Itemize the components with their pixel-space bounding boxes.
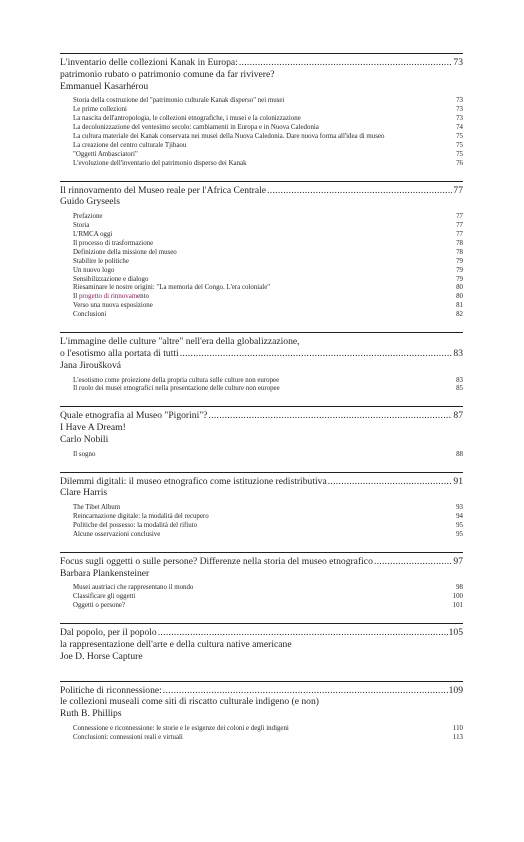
chapter-page: 97	[453, 555, 463, 567]
leader-dots	[328, 476, 453, 488]
section-entry[interactable]: Storia 77	[73, 222, 463, 230]
section-entry[interactable]: Le prime collezioni 73	[73, 106, 463, 114]
section-list	[60, 725, 463, 743]
section-entry[interactable]: La creazione del centro culturale Tjibaou 75	[73, 141, 463, 149]
section-entry[interactable]: L'esotismo come proiezione della propria cultura sulle culture non europee 83	[73, 376, 463, 384]
toc-chapter	[60, 53, 463, 169]
section-entry[interactable]: Stabilire le politiche 79	[73, 257, 463, 265]
chapter-subtitle: I Have A Dream!	[60, 422, 126, 434]
section-entry[interactable]: Prefazione 77	[73, 213, 463, 221]
chapter-title-line[interactable]	[60, 185, 463, 197]
section-list	[60, 97, 463, 168]
chapter-page: 105	[448, 627, 463, 639]
chapter-author: Joe D. Horse Capture	[60, 650, 143, 662]
section-entry[interactable]: L'evoluzione dell'inventario del patrimonio disperso dei Kanak 76	[73, 159, 463, 167]
leader-dots	[267, 185, 452, 197]
toc-chapter	[60, 681, 463, 743]
section-entry[interactable]: Conclusioni: connessioni reali e virtuali 113	[73, 733, 463, 741]
chapter-subtitle: le collezioni museali come siti di riscatto culturale indigeno (e non)	[60, 696, 319, 708]
chapter-page: 87	[453, 410, 463, 422]
toc-chapter	[60, 406, 463, 459]
section-entry[interactable]: Oggetti o persone? 101	[73, 602, 463, 610]
section-list	[60, 451, 463, 460]
chapter-title: Dilemmi digitali: il museo etnografico come istituzione redistributiva	[60, 475, 327, 487]
table-of-contents	[60, 53, 463, 755]
highlighted-text: progetto di rinnovam	[78, 293, 138, 301]
chapter-title-line[interactable]	[60, 476, 463, 488]
section-entry[interactable]: Verso una nuova esposizione 81	[73, 302, 463, 310]
section-entry[interactable]: Alcune osservazioni conclusive 95	[73, 530, 463, 538]
toc-chapter	[60, 623, 463, 662]
chapter-title-line[interactable]	[60, 57, 463, 69]
chapter-title: Politiche di riconnessione:	[60, 684, 162, 696]
section-entry[interactable]: Politiche del possesso: la modalità del rifiuto 95	[73, 522, 463, 530]
section-list	[60, 377, 463, 395]
chapter-author: Carlo Nobili	[60, 433, 109, 445]
toc-chapter	[60, 472, 463, 540]
chapter-title-line[interactable]	[60, 348, 463, 360]
chapter-title: L'inventario delle collezioni Kanak in Europa:	[60, 57, 238, 68]
chapter-subtitle: patrimonio rubato o patrimonio comune da far rivivere?	[60, 68, 275, 80]
section-entry[interactable]: Definizione della missione del museo 78	[73, 248, 463, 256]
section-entry[interactable]: Il sogno 88	[73, 450, 463, 458]
chapter-page: 83	[453, 347, 463, 359]
section-entry[interactable]: Conclusioni 82	[73, 311, 463, 319]
toc-chapter	[60, 332, 463, 394]
section-entry[interactable]: La decolonizzazione del ventesimo secolo: cambiamenti in Europa e in Nuova Caledonia 74	[73, 124, 463, 132]
section-list	[60, 504, 463, 540]
chapter-title: Quale etnografia al Museo "Pigorini"?	[60, 410, 208, 422]
chapter-page: 73	[453, 57, 463, 68]
section-entry[interactable]: Il ruolo dei musei etnografici nella presentazione delle culture non europee 85	[73, 385, 463, 393]
chapter-title-line[interactable]	[60, 627, 463, 639]
section-entry[interactable]: "Oggetti Ambasciatori" 75	[73, 150, 463, 158]
leader-dots	[180, 348, 453, 360]
section-entry[interactable]: Storia della costruzione del "patrimonio culturale Kanak disperso" nei musei 73	[73, 97, 463, 105]
chapter-page: 77	[453, 184, 463, 196]
section-entry[interactable]: Connessione e riconnessione: le storie e le esigenze dei coloni e degli indigeni 110	[73, 724, 463, 732]
toc-chapter	[60, 181, 463, 320]
section-entry[interactable]: Il processo di trasformazione 78	[73, 239, 463, 247]
section-entry[interactable]: The Tibet Album 93	[73, 504, 463, 512]
section-entry[interactable]: L'RMCA oggi 77	[73, 231, 463, 239]
section-entry[interactable]: Riesaminare le nostre origini: "La memoria del Congo. L'era coloniale" 80	[73, 284, 463, 292]
toc-chapter	[60, 552, 463, 611]
leader-dots	[158, 627, 448, 639]
chapter-author: Barbara Plankensteiner	[60, 567, 150, 579]
section-entry[interactable]: La nascita dell'antropologia, le collezioni etnografiche, i musei e la colonizzazione 73	[73, 115, 463, 123]
chapter-title-line[interactable]	[60, 685, 463, 697]
chapter-title: Il rinnovamento del Museo reale per l'Africa Centrale	[60, 184, 267, 196]
leader-dots	[208, 410, 452, 422]
chapter-page: 91	[453, 475, 463, 487]
section-entry[interactable]: Classificare gli oggetti 100	[73, 593, 463, 601]
section-entry[interactable]: Il progetto di rinnovamento 80	[73, 293, 463, 301]
section-entry[interactable]: Reincarnazione digitale: la modalità del recupero 94	[73, 513, 463, 521]
chapter-subtitle: la rappresentazione dell'arte e della cultura native americane	[60, 638, 292, 650]
section-entry[interactable]: Sensibilizzazione e dialogo 79	[73, 275, 463, 283]
chapter-author: Ruth B. Phillips	[60, 708, 122, 720]
section-list	[60, 213, 463, 320]
chapter-page: 109	[448, 684, 463, 696]
chapter-author: Emmanuel Kasarhérou	[60, 80, 149, 92]
chapter-title: Focus sugli oggetti o sulle persone? Differenze nella storia del museo etnografico	[60, 555, 373, 567]
leader-dots	[374, 556, 453, 568]
section-entry[interactable]: La cultura materiale dei Kanak conservata nei musei della Nuova Caledonia. Dare nuova forma all'idea di museo 75	[73, 133, 463, 141]
leader-dots	[163, 685, 448, 697]
section-list	[60, 584, 463, 611]
chapter-author: Guido Gryseels	[60, 196, 120, 208]
chapter-title[interactable]: L'immagine delle culture "altre" nell'era della globalizzazione,	[60, 336, 300, 348]
section-entry[interactable]: Un nuovo logo 79	[73, 266, 463, 274]
chapter-author: Jana Jiroušková	[60, 359, 122, 371]
chapter-title: Dal popolo, per il popolo	[60, 627, 157, 639]
leader-dots	[239, 57, 453, 69]
chapter-author: Clare Harris	[60, 487, 108, 499]
section-entry[interactable]: Musei austriaci che rappresentano il mondo 98	[73, 584, 463, 592]
chapter-title-line[interactable]	[60, 556, 463, 568]
chapter-subtitle: o l'esotismo alla portata di tutti	[60, 347, 179, 359]
chapter-title-line[interactable]	[60, 410, 463, 422]
